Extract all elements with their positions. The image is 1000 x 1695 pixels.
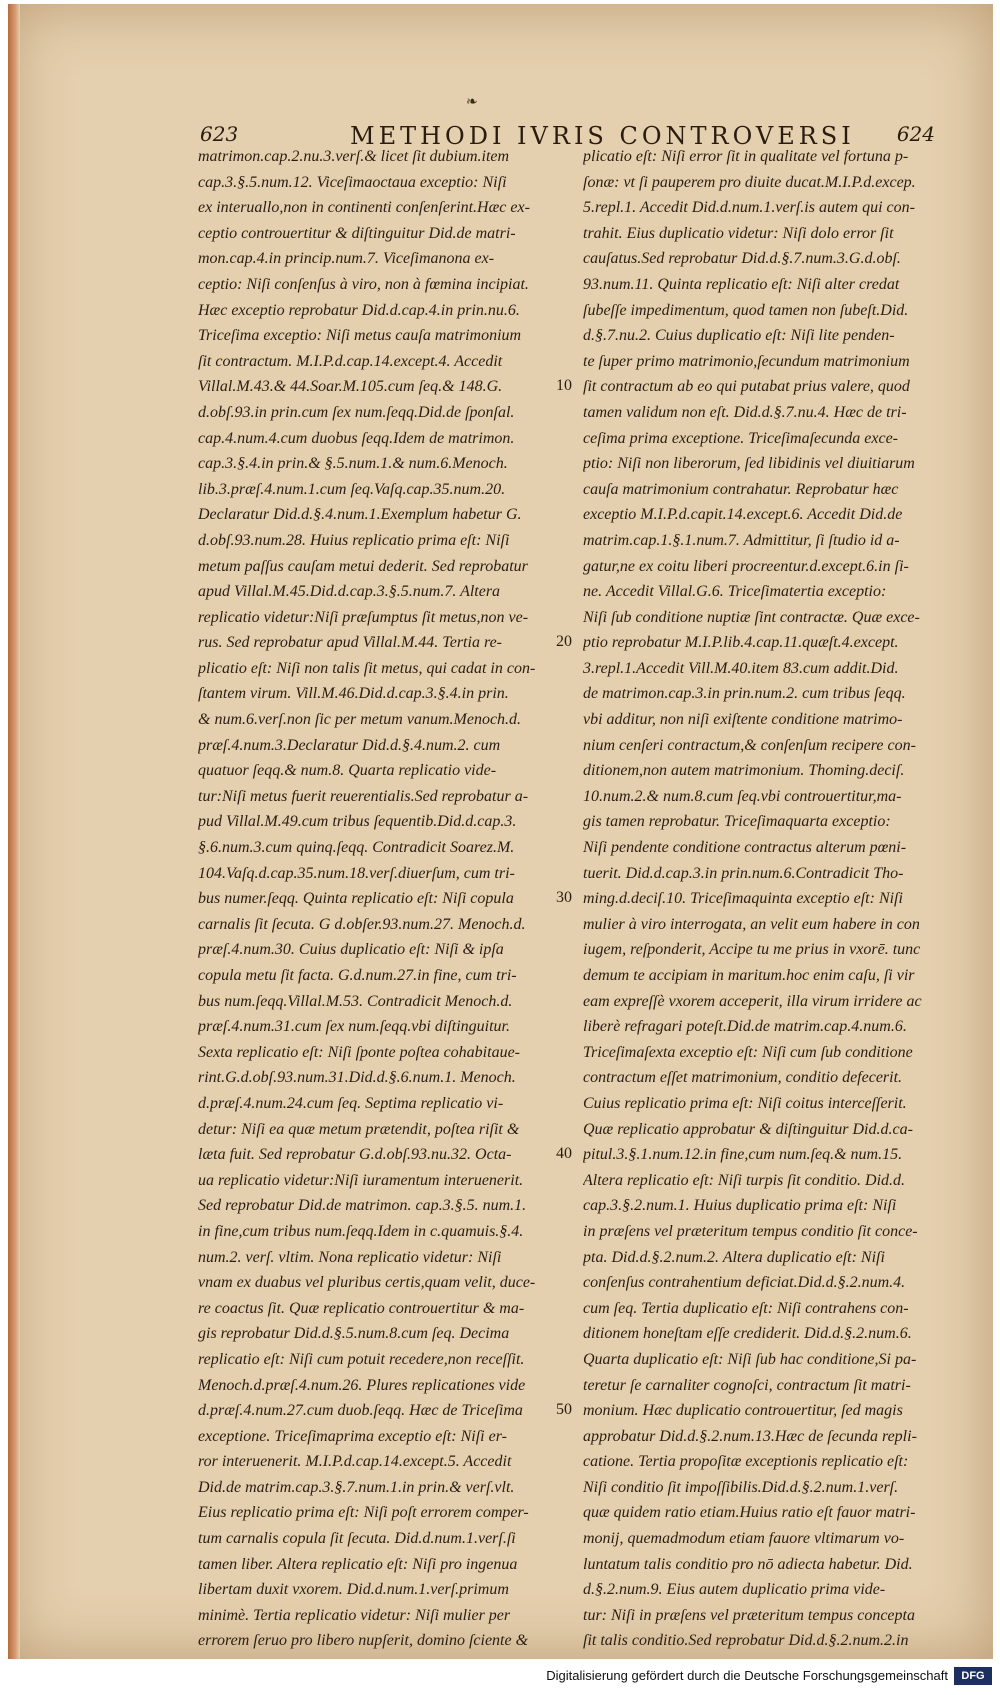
- text-line: præſ.4.num.31.cum ſex num.ſeqq.vbi diſtinguitur.: [198, 1018, 510, 1036]
- text-line: Triceſimaſexta exceptio eſt: Niſi cum ſub conditione: [583, 1043, 913, 1061]
- text-line: [198, 1654, 553, 1659]
- text-line: cauſatus.Sed reprobatur Did.d.§.7.num.3.G.d.obſ.: [583, 250, 901, 268]
- text-line: [583, 1654, 933, 1659]
- text-line: §.6.num.3.cum quinq.ſeqq. Contradicit Soarez.M.: [198, 839, 515, 857]
- text-line: d.obſ.93.in prin.cum ſex num.ſeqq.Did.de ſponſal.: [198, 403, 515, 421]
- text-line: cap.3.§.2.num.1. Huius duplicatio prima eſt: Niſi: [583, 1197, 897, 1215]
- text-line: matrimon.cap.2.nu.3.verſ.& licet ſit dubium.item: [198, 148, 510, 165]
- text-line: Hæc exceptio reprobatur Did.d.cap.4.in prin.nu.6.: [198, 301, 520, 319]
- text-line: Villal.M.43.& 44.Soar.M.105.cum ſeq.& 148.G.: [198, 378, 503, 396]
- text-line: nium cenſeri contractum,& conſenſum recipere con-: [583, 736, 916, 754]
- text-line: bus numer.ſeqq. Quinta replicatio eſt: Niſi copula: [198, 890, 514, 908]
- text-line: 3.repl.1.Accedit Vill.M.40.item 83.cum addit.Did.: [583, 659, 899, 677]
- text-line: Sexta replicatio eſt: Niſi ſponte poſtea cohabitaue-: [198, 1043, 520, 1061]
- text-line: ceſima prima exceptione. Triceſimaſecunda excе-: [583, 429, 898, 447]
- text-line: ua replicatio videtur:Niſi iuramentum interuenerit.: [198, 1171, 524, 1189]
- text-line: te ſuper primo matrimonio,ſecundum matrimonium: [583, 352, 910, 370]
- running-title: METHODI IVRIS CONTROVERSI: [350, 122, 855, 150]
- text-line: exceptio M.I.P.d.capit.14.except.6. Accedit Did.de: [583, 506, 903, 524]
- footer-credit: Digitalisierung gefördert durch die Deutsche Forschungsgemeinschaft: [546, 1668, 948, 1683]
- line-number: [556, 1657, 572, 1659]
- left-text-column: [198, 144, 553, 1659]
- text-line: detur: Niſi ea quæ metum prætendit, poſtea riſit &: [198, 1120, 520, 1138]
- text-line: monij, quemadmodum etiam fauore vltimarum vo-: [583, 1530, 905, 1548]
- page-edge: [8, 4, 20, 1659]
- ornament-icon: ❧: [466, 94, 478, 110]
- text-line: replicatio videtur:Niſi præſumptus ſit metus,non ve-: [198, 608, 529, 626]
- text-line: mulier à viro interrogata, an velit eum habere in con: [583, 915, 920, 933]
- text-line: rint.G.d.obſ.93.num.31.Did.d.§.6.num.1. Menoch.: [198, 1069, 516, 1087]
- text-line: d.§.2.num.9. Eius autem duplicatio prima vide-: [583, 1581, 886, 1599]
- text-line: cauſa matrimonium contrahatur. Reprobatur hæc: [583, 480, 899, 498]
- text-line: d.præſ.4.num.24.cum ſeq. Septima replicatio vi-: [198, 1094, 504, 1112]
- text-line: libertam duxit vxorem. Did.d.num.1.verſ.primum: [198, 1581, 509, 1599]
- text-line: ditionem,non autem matrimonium. Thoming.deciſ.: [583, 762, 905, 780]
- text-line: in fine,cum tribus num.ſeqq.Idem in c.quamuis.§.4.: [198, 1222, 524, 1240]
- text-line: in præſens vel præteritum tempus conditio ſit conce-: [583, 1222, 918, 1240]
- text-line: præſ.4.num.3.Declaratur Did.d.§.4.num.2. cum: [198, 736, 501, 754]
- text-line: plicatio eſt: Niſi error ſit in qualitate vel fortuna p-: [583, 148, 909, 165]
- line-number: 10: [556, 377, 572, 395]
- dfg-logo: DFG: [954, 1667, 992, 1685]
- text-line: ditionem honeſtam eſſe crediderit. Did.d.§.2.num.6.: [583, 1325, 912, 1343]
- line-number: 40: [556, 1145, 572, 1163]
- text-line: gis tamen reprobatur. Triceſimaquarta exceptio:: [583, 813, 891, 831]
- text-line: ſonæ: vt ſi pauperem pro diuite ducat.M.I.P.d.excep.: [583, 173, 916, 191]
- text-line: Sed reprobatur Did.de matrimon. cap.3.§.5. num.1.: [198, 1197, 527, 1215]
- text-line: Niſi conditio ſit impoſſibilis.Did.d.§.2.num.1.verſ.: [583, 1478, 899, 1496]
- page-number-right: 624: [896, 122, 935, 146]
- text-line: Triceſima exceptio: Niſi metus cauſa matrimonium: [198, 327, 522, 345]
- text-line: Menoch.d.præſ.4.num.26. Plures replicationes vide: [198, 1376, 526, 1394]
- text-line: errorem ſeruo pro libero nupſerit, domino ſciente &: [198, 1632, 529, 1650]
- text-line: vbi additur, non niſi exiſtente conditione matrimo-: [583, 711, 903, 729]
- text-line: ming.d.deciſ.10. Triceſimaquinta exceptio eſt: Niſi: [583, 890, 903, 908]
- text-line: tur: Niſi in præſens vel præteritum tempus concepta: [583, 1606, 915, 1624]
- footer-bar: [0, 1662, 1000, 1692]
- text-line: metum paſſus cauſam metui dederit. Sed reprobatur: [198, 557, 528, 575]
- text-line: tuerit. Did.d.cap.3.in prin.num.6.Contradicit Tho-: [583, 864, 904, 882]
- text-line: trahit. Eius duplicatio videtur: Niſi dolo error ſit: [583, 224, 894, 242]
- right-text-column: [583, 144, 933, 1659]
- text-line: contractum eſſet matrimonium, conditio defecerit.: [583, 1069, 903, 1087]
- text-line: re coactus ſit. Quæ replicatio controuertitur & ma-: [198, 1299, 525, 1317]
- text-line: Quæ replicatio approbatur & diſtinguitur Did.d.ca-: [583, 1120, 913, 1138]
- text-line: ceptio: Niſi conſenſus à viro, non à fœmina incipiat.: [198, 275, 529, 293]
- text-line: num.2. verſ. vltim. Nona replicatio videtur: Niſi: [198, 1248, 502, 1266]
- text-line: præſ.4.num.30. Cuius duplicatio eſt: Niſi & ipſa: [198, 941, 504, 959]
- text-line: mon.cap.4.in princip.num.7. Viceſimanona ex-: [198, 250, 495, 268]
- text-line: ne. Accedit Villal.G.6. Triceſimatertia exceptio:: [583, 583, 887, 601]
- text-line: teretur ſe carnaliter cognoſci, contractum ſit matri-: [583, 1376, 911, 1394]
- text-line: approbatur Did.d.§.2.num.13.Hæc de ſecunda repli-: [583, 1427, 917, 1445]
- text-line: & num.6.verſ.non ſic per metum vanum.Menoch.d.: [198, 711, 522, 729]
- text-line: tamen liber. Altera replicatio eſt: Niſi pro ingenua: [198, 1555, 518, 1573]
- text-line: ſit contractum ab eo qui putabat prius valere, quod: [583, 378, 910, 396]
- text-line: pta. Did.d.§.2.num.2. Altera duplicatio eſt: Niſi: [583, 1248, 885, 1266]
- text-line: quæ quidem ratio etiam.Huius ratio eſt fauor matri-: [583, 1504, 916, 1522]
- text-line: demum te accipiam in maritum.hoc enim caſu, ſi vir: [583, 967, 915, 984]
- text-line: apud Villal.M.45.Did.d.cap.3.§.5.num.7. Altera: [198, 583, 501, 601]
- text-line: vnam ex duabus vel pluribus certis,quam velit, duce-: [198, 1274, 536, 1292]
- text-line: luntatum talis conditio pro nō adiecta habetur. Did.: [583, 1555, 913, 1573]
- text-line: Niſi pendente conditione contractus alterum pœni-: [583, 839, 907, 857]
- text-line: gatur,ne ex coitu liberi procreentur.d.except.6.in ſi-: [583, 557, 909, 575]
- text-line: 104.Vaſq.d.cap.35.num.18.verſ.diuerſum, cum tri-: [198, 864, 515, 882]
- text-line: iugem, reſponderit, Accipe tu me prius in vxorē. tunc: [583, 941, 921, 959]
- text-line: ſit contractum. M.I.P.d.cap.14.except.4. Accedit: [198, 352, 503, 370]
- text-line: ptio: Niſi non liberorum, ſed libidinis vel diuitiarum: [583, 455, 915, 473]
- text-line: rus. Sed reprobatur apud Villal.M.44. Tertia re-: [198, 634, 502, 652]
- text-line: 93.num.11. Quinta replicatio eſt: Niſi alter credat: [583, 275, 900, 293]
- text-line: liberè refragari poteſt.Did.de matrim.cap.4.num.6.: [583, 1018, 907, 1036]
- text-line: 10.num.2.& num.8.cum ſeq.vbi controuertitur,ma-: [583, 787, 902, 805]
- text-line: ſtantem virum. Vill.M.46.Did.d.cap.3.§.4.in prin.: [198, 685, 509, 703]
- text-line: pitul.3.§.1.num.12.in fine,cum num.ſeq.& num.15.: [583, 1146, 903, 1164]
- text-line: catione. Tertia propoſitæ exceptionis replicatio eſt:: [583, 1453, 909, 1471]
- text-line: ex interuallo,non in continenti conſenſerint.Hæc ex-: [198, 199, 530, 217]
- text-line: Cuius replicatio prima eſt: Niſi coitus interceſſerit.: [583, 1094, 907, 1112]
- text-line: minimè. Tertia replicatio videtur: Niſi mulier per: [198, 1606, 511, 1624]
- text-line: d.præſ.4.num.27.cum duob.ſeqq. Hæc de Triceſima: [198, 1402, 523, 1420]
- book-page: [8, 4, 993, 1659]
- text-line: 5.repl.1. Accedit Did.d.num.1.verſ.is autem qui con-: [583, 199, 915, 217]
- text-line: de matrimon.cap.3.in prin.num.2. cum tribus ſeqq.: [583, 685, 906, 703]
- text-line: læta fuit. Sed reprobatur G.d.obſ.93.nu.32. Octa-: [198, 1146, 512, 1164]
- text-line: tur:Niſi metus fuerit reuerentialis.Sed reprobatur a-: [198, 787, 529, 805]
- text-line: Did.de matrim.cap.3.§.7.num.1.in prin.& verſ.vlt.: [198, 1478, 515, 1496]
- text-line: replicatio eſt: Niſi cum potuit recedere,non receſſit.: [198, 1350, 525, 1368]
- text-line: ſubeſſe impedimentum, quod tamen non ſubeſt.Did.: [583, 301, 909, 319]
- text-line: carnalis ſit ſecuta. G d.obſer.93.num.27. Menoch.d.: [198, 915, 526, 933]
- text-line: d.§.7.nu.2. Cuius duplicatio eſt: Niſi lite penden-: [583, 327, 895, 345]
- text-line: tum carnalis copula ſit ſecuta. Did.d.num.1.verſ.ſi: [198, 1530, 516, 1548]
- text-line: cap.4.num.4.cum duobus ſeqq.Idem de matrimon.: [198, 429, 515, 447]
- text-line: ceptio controuertitur & diſtinguitur Did.de matri-: [198, 224, 516, 242]
- line-number: 20: [556, 633, 572, 651]
- text-line: cap.3.§.4.in prin.& §.5.num.1.& num.6.Menoch.: [198, 455, 508, 473]
- text-line: conſenſus contrahentium deficiat.Did.d.§.2.num.4.: [583, 1274, 906, 1292]
- text-line: cap.3.§.5.num.12. Viceſimaoctaua exceptio: Niſi: [198, 173, 507, 191]
- text-line: ſit talis conditio.Sed reprobatur Did.d.§.2.num.2.in: [583, 1632, 909, 1650]
- text-line: lib.3.præſ.4.num.1.cum ſeq.Vaſq.cap.35.num.20.: [198, 480, 506, 498]
- text-line: copula metu ſit facta. G.d.num.27.in fine, cum tri-: [198, 967, 517, 984]
- text-line: d.obſ.93.num.28. Huius replicatio prima eſt: Niſi: [198, 531, 510, 549]
- text-line: eam expreſſè vxorem acceperit, illa virum irridere ac: [583, 992, 922, 1010]
- text-line: plicatio eſt: Niſi non talis ſit metus, qui cadat in con-: [198, 659, 536, 677]
- line-number: 50: [556, 1401, 572, 1419]
- text-line: ror interuenerit. M.I.P.d.cap.14.except.5. Accedit: [198, 1453, 512, 1471]
- text-line: Altera replicatio eſt: Niſi turpis ſit conditio. Did.d.: [583, 1171, 906, 1189]
- text-line: gis reprobatur Did.d.§.5.num.8.cum ſeq. Decima: [198, 1325, 510, 1343]
- text-line: pud Villal.M.49.cum tribus ſequentib.Did.d.cap.3.: [198, 813, 517, 831]
- text-line: ptio reprobatur M.I.P.lib.4.cap.11.quæſt.4.except.: [583, 634, 899, 652]
- text-line: Quarta duplicatio eſt: Niſi ſub hac conditione,Si pa-: [583, 1350, 917, 1368]
- text-line: cum ſeq. Tertia duplicatio eſt: Niſi contrahens con-: [583, 1299, 909, 1317]
- text-line: Niſi ſub conditione nuptiæ ſint contractæ. Quæ exce-: [583, 608, 920, 626]
- text-line: bus num.ſeqq.Villal.M.53. Contradicit Menoch.d.: [198, 992, 513, 1010]
- text-line: Declaratur Did.d.§.4.num.1.Exemplum habetur G.: [198, 506, 522, 524]
- text-line: matrim.cap.1.§.1.num.7. Admittitur, ſi ſtudio id a-: [583, 531, 900, 549]
- page-number-left: 623: [200, 122, 239, 146]
- text-line: exceptione. Triceſimaprima exceptio eſt: Niſi er-: [198, 1427, 507, 1445]
- text-line: monium. Hæc duplicatio controuertitur, ſed magis: [583, 1402, 903, 1420]
- text-line: tamen validum non eſt. Did.d.§.7.nu.4. Hæc de tri-: [583, 403, 907, 421]
- text-line: quatuor ſeqq.& num.8. Quarta replicatio vide-: [198, 762, 497, 780]
- line-number: 30: [556, 889, 572, 907]
- text-line: Eius replicatio prima eſt: Niſi poſt errorem comper-: [198, 1504, 529, 1522]
